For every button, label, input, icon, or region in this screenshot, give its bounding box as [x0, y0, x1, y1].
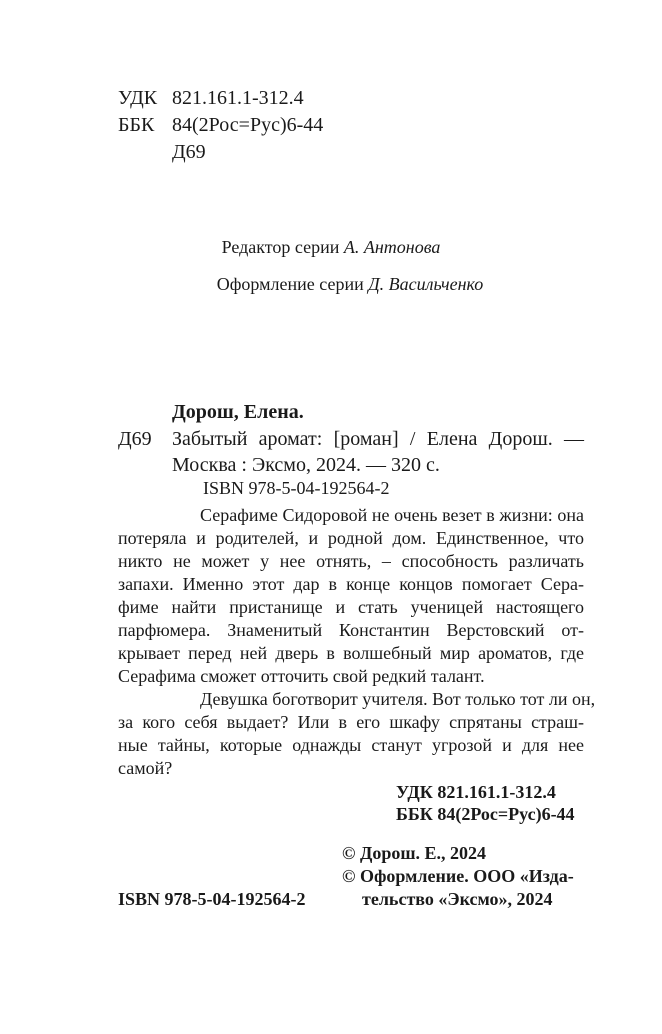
bottom-udk: УДК 821.161.1-312.4	[396, 782, 556, 802]
annotation-line: парфюмера. Знаменитый Константин Верстовский от-	[118, 620, 584, 640]
annotation-line: самой?	[118, 758, 173, 778]
design-name: Д. Васильченко	[368, 274, 484, 294]
design-label: Оформление серии	[216, 274, 364, 294]
copyright-publisher: тельство «Эксмо», 2024	[362, 889, 553, 909]
bib-title-line: Забытый аромат: [роман] / Елена Дорош. —	[172, 428, 584, 450]
udk-value: 821.161.1-312.4	[172, 87, 304, 109]
annotation-line: Девушка боготворит учителя. Вот только тот ли он,	[200, 689, 596, 709]
annotation-line: потеряла и родителей, и родной дом. Единственное, что	[118, 528, 584, 548]
bib-isbn: ISBN 978-5-04-192564-2	[203, 478, 390, 498]
isbn-bottom: ISBN 978-5-04-192564-2	[118, 889, 306, 909]
bbk-value: 84(2Рос=Рус)6-44	[172, 114, 324, 136]
annotation-line: запахи. Именно этот дар в конце концов помогает Сера-	[118, 574, 584, 594]
bib-imprint-line: Москва : Эксмо, 2024. — 320 с.	[172, 454, 440, 476]
annotation-line: никто не может у нее отнять, – способность различать	[118, 551, 584, 571]
annotation-line: Серафиме Сидоровой не очень везет в жизни: она	[200, 505, 584, 525]
annotation-line: Серафима сможет отточить свой редкий талант.	[118, 666, 485, 686]
bottom-bbk: ББК 84(2Рос=Рус)6-44	[396, 804, 575, 824]
bib-sign: Д69	[118, 428, 152, 450]
design-credit	[0, 274, 662, 295]
annotation-line: за кого себя выдает? Или в его шкафу спрятаны страш-	[118, 712, 584, 732]
editor-credit	[0, 237, 662, 258]
annotation-line: крывает перед ней дверь в волшебный мир ароматов, где	[118, 643, 584, 663]
udk-label: УДК	[118, 87, 158, 109]
copyright-author: © Дорош. Е., 2024	[342, 843, 487, 863]
bbk-label: ББК	[118, 114, 155, 136]
annotation-line: фиме найти пристанище и стать ученицей настоящего	[118, 597, 584, 617]
bib-author: Дорош, Елена.	[172, 401, 304, 423]
author-sign-top: Д69	[172, 141, 206, 163]
editor-name: А. Антонова	[343, 237, 441, 257]
copyright-design: © Оформление. ООО «Изда-	[342, 866, 574, 886]
editor-label: Редактор серии	[221, 237, 340, 257]
annotation-line: ные тайны, которые однажды станут угрозой и для нее	[118, 735, 584, 755]
